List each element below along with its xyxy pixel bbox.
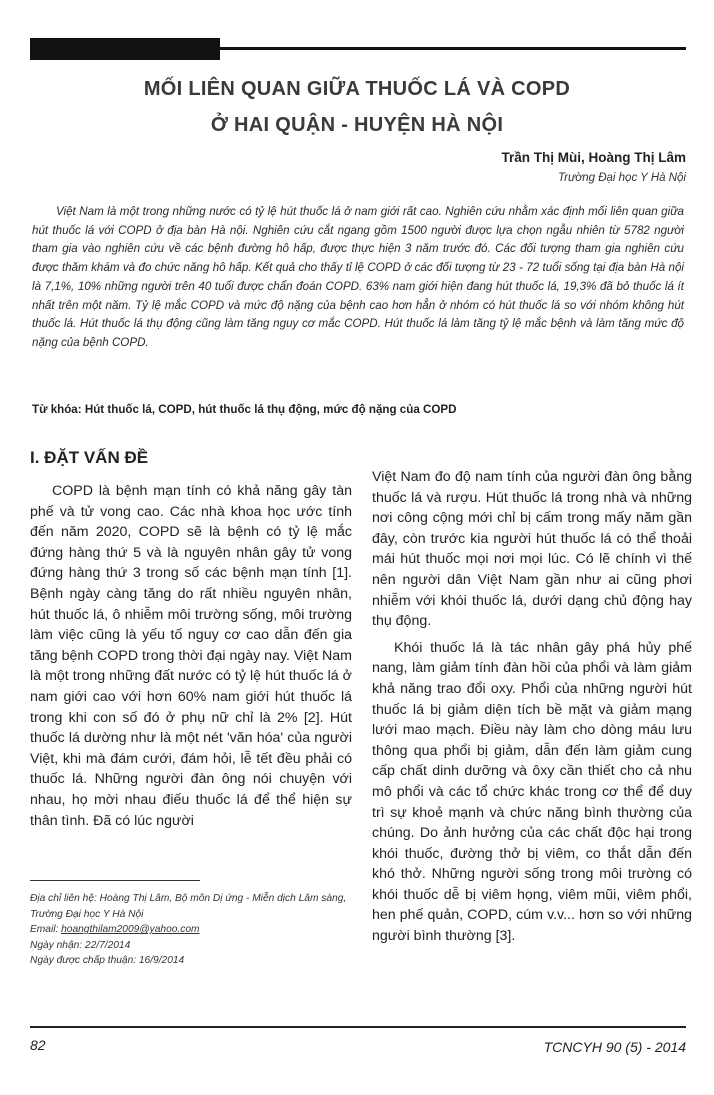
affiliation: Trường Đại học Y Hà Nội (557, 172, 686, 184)
footnote-address-label: Địa chỉ liên hệ: (30, 893, 100, 904)
page-number: 82 (30, 1037, 46, 1053)
keywords: Từ khóa: Hút thuốc lá, COPD, hút thuốc lá thụ động, mức độ nặng của COPD (32, 403, 457, 416)
abstract: Việt Nam là một trong những nước có tỷ lệ hút thuốc lá ở nam giới rất cao. Nghiên cứu nhằm xác định mối liên quan giữa hút thuốc lá với COPD ở địa bàn Hà nội. Nghiên cứu cắt ngang gồm 1500 người được lựa chọn ngẫu nhiên từ 5782 người tham gia vào nghiên cứu về các bệnh đường hô hấp, được thực hiện 3 năm trước đó. Các đối tượng tham gia nghiên cứu được thăm khám và đo chức năng hô hấp. Kết quả cho thấy tỉ lệ COPD ở các đối tượng từ 23 - 72 tuổi sống tại địa bàn Hà nội là 7,1%, 10% những người trên 40 tuổi được chẩn đoán COPD. 63% nam giới hiện đang hút thuốc lá, 19,3% đã bỏ thuốc lá ít nhất trên một năm. Tỷ lệ mắc COPD và mức độ nặng của bệnh cao hơn hẳn ở nhóm có hút thuốc lá so với nhóm không hút thuốc lá. Hút thuốc lá thụ động cũng làm tăng nguy cơ mắc COPD. Hút thuốc lá làm tăng tỷ lệ mắc bệnh và làm tăng mức độ nặng của bệnh COPD. (32, 205, 684, 349)
article-title-line1: MỐI LIÊN QUAN GIỮA THUỐC LÁ VÀ COPD (143, 78, 571, 100)
right-column (372, 467, 692, 953)
footnotes (30, 891, 350, 969)
footnote-address (30, 891, 350, 922)
footnote-email (30, 922, 350, 938)
right-paragraph-1: Việt Nam đo độ nam tính của người đàn ông bằng thuốc lá và rượu. Hút thuốc lá trong nhà và những nơi công cộng mới chỉ bị cấm trong mấy năm gần đây, còn trước kia người hút thuốc lá có thể thoải mái hút thuốc mọi nơi mọi lúc. Có lẽ chính vì thế nên người dân Việt Nam gần như ai cũng phơi nhiễm với khói thuốc lá, dưới dạng chủ động hay thụ động. (372, 469, 692, 630)
right-paragraph-2: Khói thuốc lá là tác nhân gây phá hủy phế nang, làm giảm tính đàn hồi của phổi và làm giảm khả năng trao đổi oxy. Phổi của những người hút thuốc lá bị giảm diện tích bề mặt và giảm mạng lưới mao mạch. Điều này làm cho dòng máu lưu thông qua phổi bị giảm, dẫn đến làm giảm cung cấp chất dinh dưỡng và ôxy cần thiết cho cả nhu mô phổi và các tổ chức khác trong cơ thể để duy trì sự khoẻ mạnh và chức năng bình thường của chúng. Do ảnh hưởng của các chất độc hại trong khói thuốc, đường thở bị viêm, co thắt dẫn đến khó thở. Những người sống trong môi trường có khói thuốc dễ bị viêm họng, viêm mũi, viêm phổi, hen phế quản, COPD, cúm v.v... hơn so với những người bình thường [3]. (372, 639, 692, 945)
footnote-address-text: Hoàng Thị Lâm, Bộ môn Dị ứng - Miễn dịch Lâm sàng, Trường Đại học Y Hà Nội (30, 893, 347, 920)
footnote-rule (30, 880, 200, 881)
left-column (30, 481, 352, 837)
section-heading: I. ĐẶT VẤN ĐỀ (30, 448, 149, 467)
authors: Trần Thị Mùi, Hoàng Thị Lâm (501, 150, 686, 165)
article-title-line2: Ở HAI QUẬN - HUYỆN HÀ NỘI (210, 114, 504, 136)
header-black-bar (30, 38, 220, 60)
footnote-accepted: Ngày được chấp thuận: 16/9/2014 (30, 955, 185, 967)
email-link[interactable]: hoangthilam2009@yahoo.com (61, 924, 200, 936)
footnote-received: Ngày nhận: 22/7/2014 (30, 939, 131, 951)
footer-rule (30, 1026, 686, 1028)
left-paragraph-1: COPD là bệnh mạn tính có khả năng gây tàn phế và tử vong cao. Các nhà khoa học ước tính đến năm 2020, COPD sẽ là bệnh có tỷ lệ mắc đứng hàng thứ 5 và là nguyên nhân gây tử vong đứng hàng thứ 3 trong số các bệnh mạn tính [1]. Bệnh ngày càng tăng do rất nhiều nguyên nhân, hút thuốc lá, ô nhiễm môi trường sống, môi trường làm việc cũng là yếu tố nguy cơ cao dẫn đến gia tăng bệnh COPD trong thời đại ngày nay. Việt Nam là một trong những đất nước có tỷ lệ hút thuốc lá ở nam giới cao với hơn 60% nam giới hút thuốc lá trong khi con số đó ở phụ nữ chỉ là 2% [2]. Hút thuốc lá dường như là một nét 'văn hóa' của người Việt, khi mà đám cưới, đám hỏi, lễ tết đều phải có thuốc lá. Những người đàn ông nói chuyện với nhau, họ mời nhau điếu thuốc lá để thể hiện sự thân tình. Đã có lúc người (30, 483, 352, 829)
footnote-email-label: Email: (30, 924, 62, 936)
header-rule (220, 47, 686, 50)
journal-citation: TCNCYH 90 (5) - 2014 (543, 1039, 686, 1055)
